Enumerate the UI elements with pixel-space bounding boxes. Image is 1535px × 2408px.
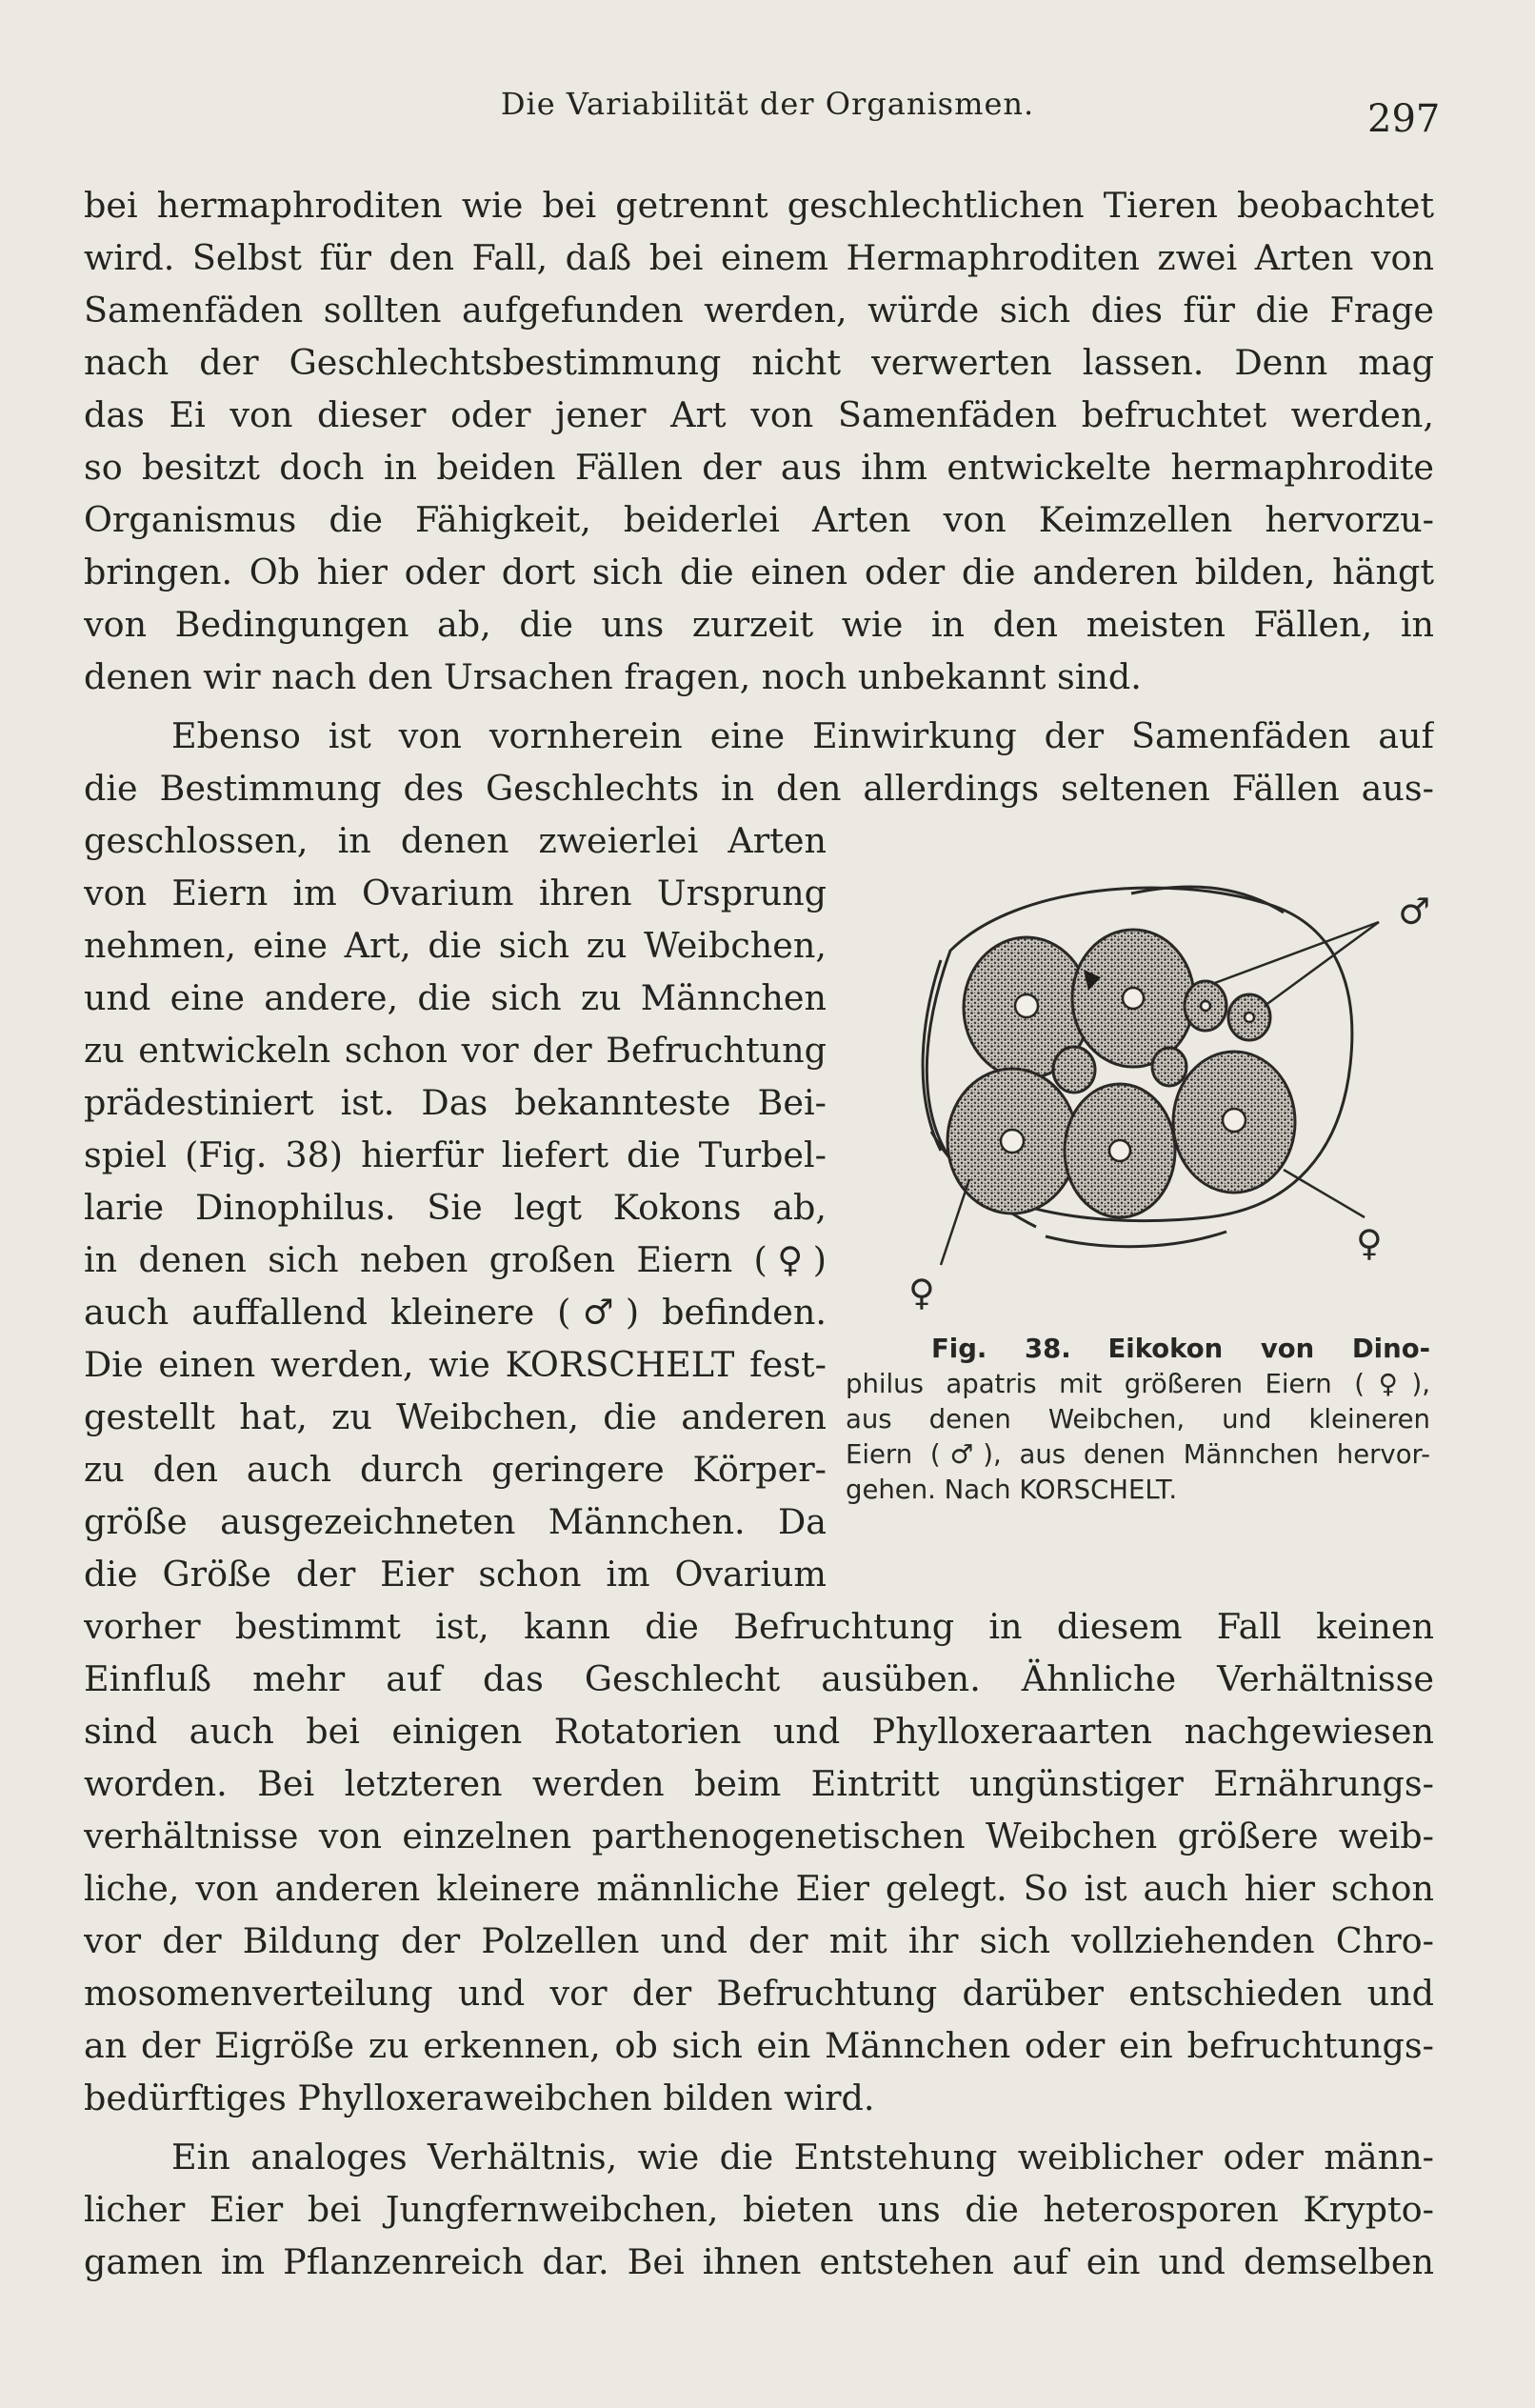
text-line: von Eiern im Ovarium ihren Ursprung	[84, 873, 827, 913]
caption-label: Fig. 38.	[931, 1334, 1071, 1364]
text-line: vorher bestimmt ist, kann die Befruchtung in diesem Fall keinen	[84, 1606, 1434, 1647]
text-line: liche, von anderen kleinere männliche Eier gelegt. So ist auch hier schon	[84, 1868, 1434, 1909]
text-line: larie Dinophilus. Sie legt Kokons ab,	[84, 1187, 827, 1228]
female-symbol-label: ♀	[908, 1272, 935, 1314]
text-line: prädestiniert ist. Das bekannteste Bei-	[84, 1082, 827, 1123]
caption-line: philus apatris mit größeren Eiern (♀),	[846, 1369, 1430, 1399]
caption-text: Eikokon von Dino-	[1107, 1334, 1430, 1364]
text-line: bedürftiges Phylloxeraweibchen bilden wird.	[84, 2077, 875, 2118]
egg-cocoon-illustration	[884, 865, 1447, 1322]
text-line: vor der Bildung der Polzellen und der mit ihr sich vollziehenden Chro-	[84, 1920, 1434, 1961]
text-line: verhältnisse von einzelnen parthenogenetischen Weibchen größere weib-	[84, 1816, 1434, 1856]
figure-caption	[846, 1332, 1430, 1508]
text-line: Samenfäden sollten aufgefunden werden, würde sich dies für die Frage	[84, 290, 1434, 331]
text-line: auch auffallend kleinere (♂) befinden.	[84, 1292, 827, 1333]
text-line: geschlossen, in denen zweierlei Arten	[84, 820, 827, 861]
text-line: Einfluß mehr auf das Geschlecht ausüben. Ähnliche Verhältnisse	[84, 1658, 1434, 1699]
text-line: an der Eigröße zu erkennen, ob sich ein Männchen oder ein befruchtungs-	[84, 2025, 1434, 2066]
text-line: zu den auch durch geringere Körper-	[84, 1449, 827, 1490]
text-line: spiel (Fig. 38) hierfür liefert die Turbel-	[84, 1134, 827, 1175]
text-line: bringen. Ob hier oder dort sich die einen oder die anderen bilden, hängt	[84, 552, 1434, 592]
text-line: die Bestimmung des Geschlechts in den allerdings seltenen Fällen aus-	[84, 768, 1434, 809]
text-line: größe ausgezeichneten Männchen. Da	[84, 1501, 827, 1542]
text-line: worden. Bei letzteren werden beim Eintritt ungünstiger Ernährungs-	[84, 1763, 1434, 1804]
text-line: das Ei von dieser oder jener Art von Samenfäden befruchtet werden,	[84, 394, 1434, 435]
caption-line: gehen. Nach KORSCHELT.	[846, 1475, 1178, 1505]
caption-line: Eiern (♂), aus denen Männchen hervor-	[846, 1439, 1430, 1470]
text-line: nehmen, eine Art, die sich zu Weibchen,	[84, 925, 827, 966]
page-number: 297	[1367, 97, 1441, 141]
text-line: mosomenverteilung und vor der Befruchtung darüber entschieden und	[84, 1973, 1434, 2014]
text-line: zu entwickeln schon vor der Befruchtung	[84, 1030, 827, 1071]
running-title: Die Variabilität der Organismen.	[500, 86, 1035, 122]
text-line: licher Eier bei Jungfernweibchen, bieten uns die heterosporen Krypto-	[84, 2189, 1434, 2230]
caption-line: aus denen Weibchen, und kleineren	[846, 1404, 1430, 1435]
text-line: und eine andere, die sich zu Männchen	[84, 977, 827, 1018]
text-line: gamen im Pflanzenreich dar. Bei ihnen entstehen auf ein und demselben	[84, 2241, 1434, 2282]
text-line: Organismus die Fähigkeit, beiderlei Arten von Keimzellen hervorzu-	[84, 499, 1434, 540]
caption-line	[846, 1332, 1430, 1367]
text-line: bei hermaphroditen wie bei getrennt geschlechtlichen Tieren beobachtet	[84, 185, 1434, 226]
text-line: so besitzt doch in beiden Fällen der aus ihm entwickelte hermaphrodite	[84, 447, 1434, 488]
text-line: sind auch bei einigen Rotatorien und Phylloxeraarten nachgewiesen	[84, 1711, 1434, 1752]
text-line: von Bedingungen ab, die uns zurzeit wie in den meisten Fällen, in	[84, 604, 1434, 645]
text-line: denen wir nach den Ursachen fragen, noch unbekannt sind.	[84, 656, 1142, 697]
text-line: Ein analoges Verhältnis, wie die Entstehung weiblicher oder männ-	[171, 2137, 1434, 2177]
text-line: Die einen werden, wie KORSCHELT fest-	[84, 1344, 827, 1385]
male-symbol-label: ♂	[1398, 891, 1431, 933]
female-symbol-label: ♀	[1356, 1222, 1383, 1264]
text-line: nach der Geschlechtsbestimmung nicht verwerten lassen. Denn mag	[84, 342, 1434, 383]
text-line: wird. Selbst für den Fall, daß bei einem Hermaphroditen zwei Arten von	[84, 237, 1434, 278]
text-line: gestellt hat, zu Weibchen, die anderen	[84, 1396, 827, 1437]
text-line: Ebenso ist von vornherein eine Einwirkung der Samenfäden auf	[171, 715, 1434, 756]
figure-38-egg-cocoon	[884, 865, 1447, 1322]
text-line: die Größe der Eier schon im Ovarium	[84, 1554, 827, 1595]
text-line: in denen sich neben großen Eiern (♀)	[84, 1239, 827, 1280]
